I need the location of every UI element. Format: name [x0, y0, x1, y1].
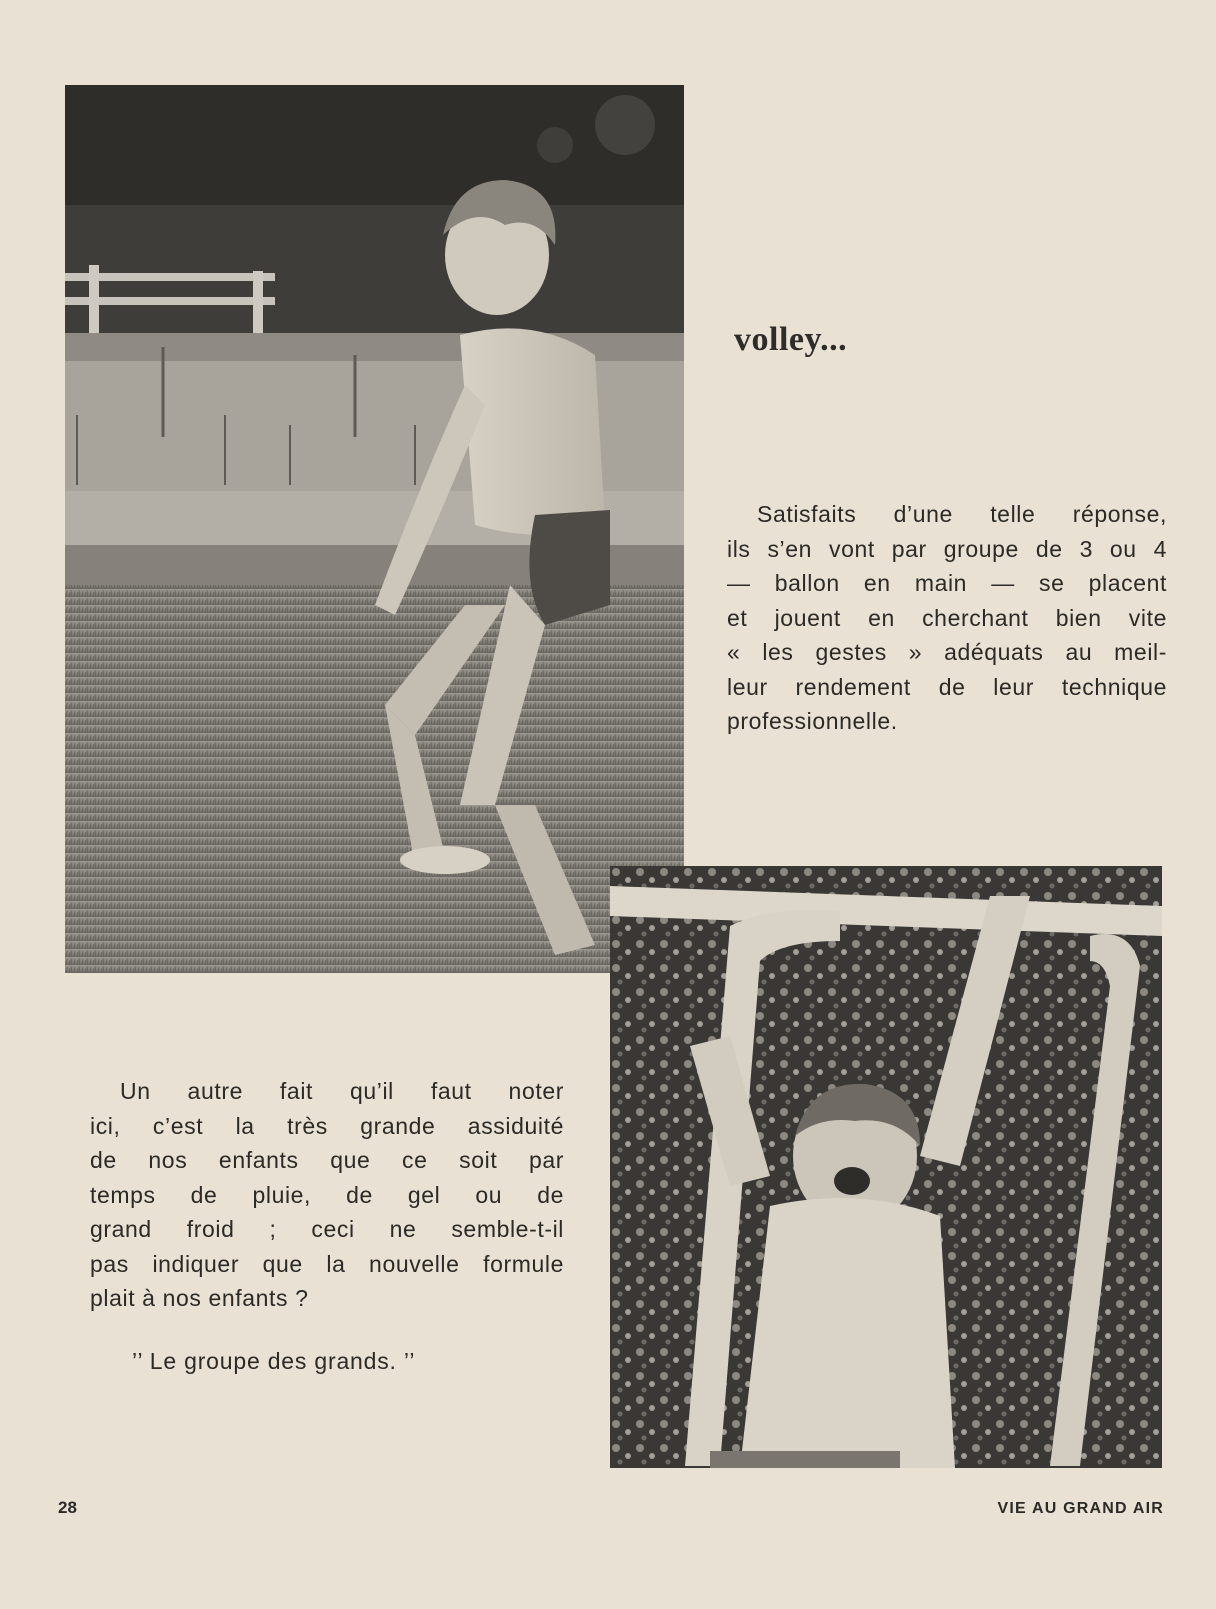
right-paragraph [727, 497, 1167, 739]
paragraph-line: pas indiquer que la nouvelle formule [90, 1250, 564, 1277]
paragraph-line: leur rendement de leur technique [727, 673, 1167, 700]
paragraph-line: Un autre fait qu’il faut noter [120, 1078, 564, 1104]
paragraph-line: Satisfaits d’une telle réponse, [757, 501, 1167, 527]
paragraph-line: grand froid ; ceci ne semble-t-il [90, 1216, 564, 1242]
left-paragraph [90, 1074, 564, 1316]
page-number: 28 [58, 1498, 77, 1517]
photo-boy-playing-volley [65, 85, 684, 973]
paragraph-line: plait à nos enfants ? [90, 1285, 309, 1311]
photo-boy-on-bar [610, 866, 1162, 1468]
paragraph-line: ici, c’est la très grande assiduité [90, 1112, 564, 1139]
publication-title: VIE AU GRAND AIR [997, 1500, 1164, 1517]
paragraph-line: ils s’en vont par groupe de 3 ou 4 [727, 535, 1167, 562]
paragraph-line: professionnelle. [727, 708, 898, 734]
paragraph-line: de nos enfants que ce soit par [90, 1147, 564, 1173]
paragraph-line: — ballon en main — se placent [727, 570, 1167, 596]
paragraph-line: « les gestes » adéquats au meil- [727, 639, 1167, 665]
section-heading: volley... [734, 320, 848, 358]
paragraph-line: et jouent en cherchant bien vite [727, 604, 1167, 631]
caption: ’’ Le groupe des grands. ’’ [132, 1348, 416, 1374]
paragraph-line: temps de pluie, de gel ou de [90, 1181, 564, 1208]
